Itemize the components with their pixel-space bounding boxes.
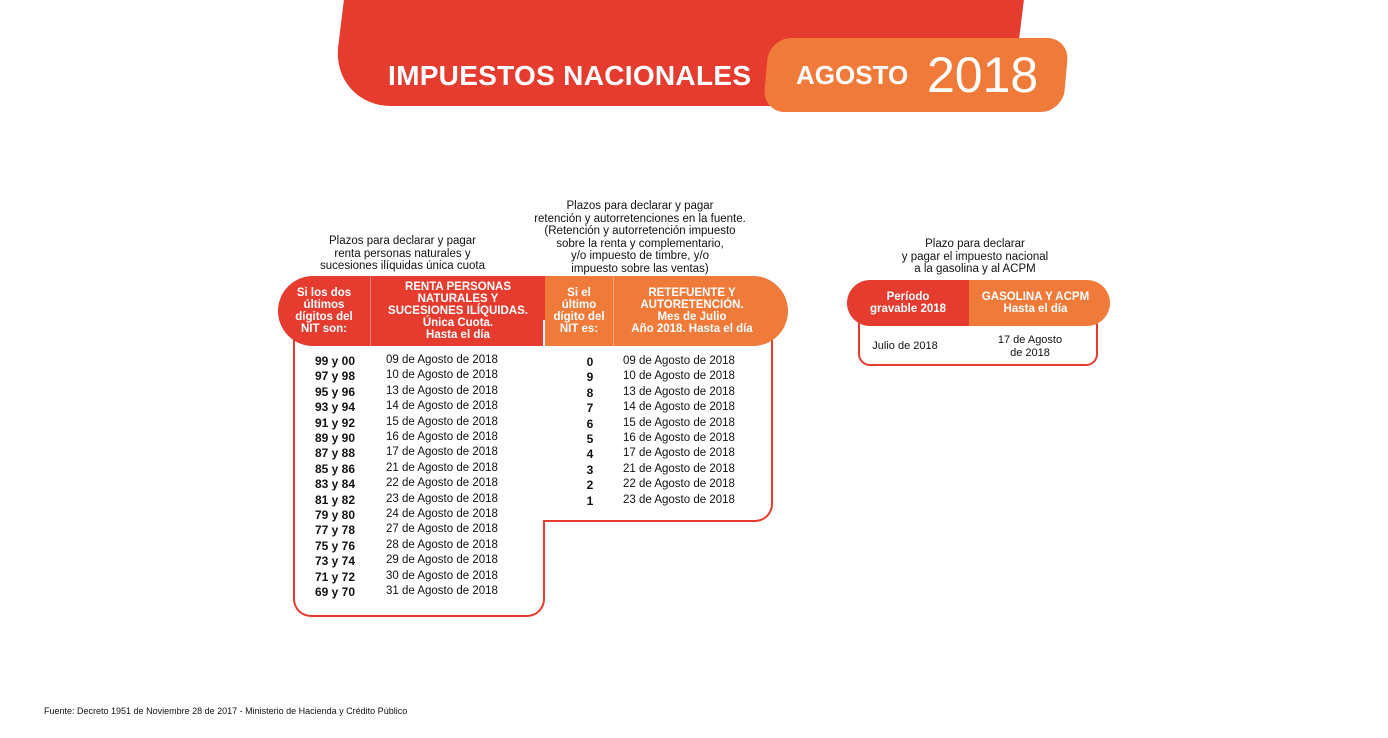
table2-caption: Plazos para declarar y pagar retención y autorretenciones en la fuente. (Retención y autorretención impuesto sobre la renta y complementario, y/o impuesto de timbre, y/o impuesto sobre las ventas) [534, 200, 746, 275]
nit-digits: 87 y 88 [314, 446, 356, 461]
deadline-date: 23 de Agosto de 2018 [623, 493, 735, 506]
nit-digits: 97 y 98 [314, 369, 356, 384]
deadline-date: 31 de Agosto de 2018 [386, 585, 498, 597]
nit-digits: 6 [586, 416, 594, 431]
nit-digits: 69 y 70 [314, 585, 356, 599]
nit-digits: 9 [586, 370, 594, 385]
table3-col1-header: Período gravable 2018 [847, 280, 969, 326]
deadline-date: 14 de Agosto de 2018 [386, 400, 498, 413]
deadline-date: 13 de Agosto de 2018 [386, 384, 498, 397]
nit-digits: 2 [586, 478, 594, 493]
deadline-date: 27 de Agosto de 2018 [386, 523, 498, 536]
nit-digits: 93 y 94 [314, 400, 356, 415]
deadline-date: 24 de Agosto de 2018 [386, 508, 498, 520]
deadline-date: 13 de Agosto de 2018 [623, 385, 735, 398]
month-label: AGOSTO [796, 60, 909, 90]
nit-digits: 89 y 90 [314, 431, 356, 445]
nit-digits: 1 [586, 493, 594, 508]
deadline-date: 10 de Agosto de 2018 [386, 369, 498, 382]
nit-digits: 95 y 96 [314, 384, 356, 399]
deadline-date: 16 de Agosto de 2018 [386, 431, 498, 443]
table1-col2-header: RENTA PERSONAS NATURALES Y SUCESIONES ILÍQUIDAS. Única Cuota. Hasta el día [370, 276, 545, 346]
nit-digits: 0 [586, 355, 594, 369]
deadline-date: 17 de Agosto de 2018 [386, 446, 498, 459]
table3-col2-header: GASOLINA Y ACPM Hasta el día [969, 280, 1110, 326]
nit-digits: 91 y 92 [314, 415, 356, 430]
table1-caption: Plazos para declarar y pagar renta personas naturales y sucesiones ilíquidas única cuota [320, 235, 485, 272]
source-footer: Fuente: Decreto 1951 de Noviembre 28 de 2017 - Ministerio de Hacienda y Crédito Público [44, 706, 408, 716]
nit-digits: 5 [586, 432, 594, 446]
nit-digits: 81 y 82 [314, 492, 356, 507]
table3-deadline: 17 de Agosto de 2018 [997, 334, 1063, 359]
nit-digits: 3 [586, 462, 594, 477]
nit-digits: 99 y 00 [314, 354, 356, 368]
nit-digits: 73 y 74 [314, 554, 356, 569]
nit-digits: 77 y 78 [314, 523, 356, 538]
deadline-date: 10 de Agosto de 2018 [623, 370, 735, 383]
deadline-date: 22 de Agosto de 2018 [386, 477, 498, 490]
nit-digits: 83 y 84 [314, 477, 356, 492]
nit-digits: 8 [586, 385, 594, 400]
deadline-date: 15 de Agosto de 2018 [386, 415, 498, 428]
table2-col2-header: RETEFUENTE Y AUTORETENCIÓN. Mes de Julio Año 2018. Hasta el día [613, 276, 788, 346]
deadline-date: 15 de Agosto de 2018 [623, 416, 735, 429]
table3-period: Julio de 2018 [872, 340, 938, 352]
deadline-date: 16 de Agosto de 2018 [623, 432, 735, 444]
nit-digits: 85 y 86 [314, 461, 356, 476]
deadline-date: 30 de Agosto de 2018 [386, 569, 498, 582]
table3-caption: Plazo para declarar y pagar el impuesto nacional a la gasolina y al ACPM [901, 238, 1049, 275]
table2-col1-header: Si el último dígito del NIT es: [545, 276, 613, 346]
nit-digits: 79 y 80 [314, 508, 356, 522]
nit-digits: 4 [586, 447, 594, 462]
year-label: 2018 [927, 47, 1039, 103]
deadline-date: 14 de Agosto de 2018 [623, 401, 735, 414]
deadline-date: 21 de Agosto de 2018 [386, 461, 498, 474]
deadline-date: 28 de Agosto de 2018 [386, 538, 498, 551]
deadline-date: 21 de Agosto de 2018 [623, 462, 735, 475]
nit-digits: 71 y 72 [314, 569, 356, 584]
deadline-date: 17 de Agosto de 2018 [623, 447, 735, 460]
deadline-date: 09 de Agosto de 2018 [623, 355, 735, 367]
nit-digits: 75 y 76 [314, 538, 356, 553]
deadline-date: 22 de Agosto de 2018 [623, 478, 735, 491]
page-title: IMPUESTOS NACIONALES [388, 60, 752, 91]
nit-digits: 7 [586, 401, 594, 416]
deadline-date: 09 de Agosto de 2018 [386, 354, 498, 366]
deadline-date: 23 de Agosto de 2018 [386, 492, 498, 505]
deadline-date: 29 de Agosto de 2018 [386, 554, 498, 567]
table1-col1-header: Si los dos últimos dígitos del NIT son: [278, 276, 370, 346]
